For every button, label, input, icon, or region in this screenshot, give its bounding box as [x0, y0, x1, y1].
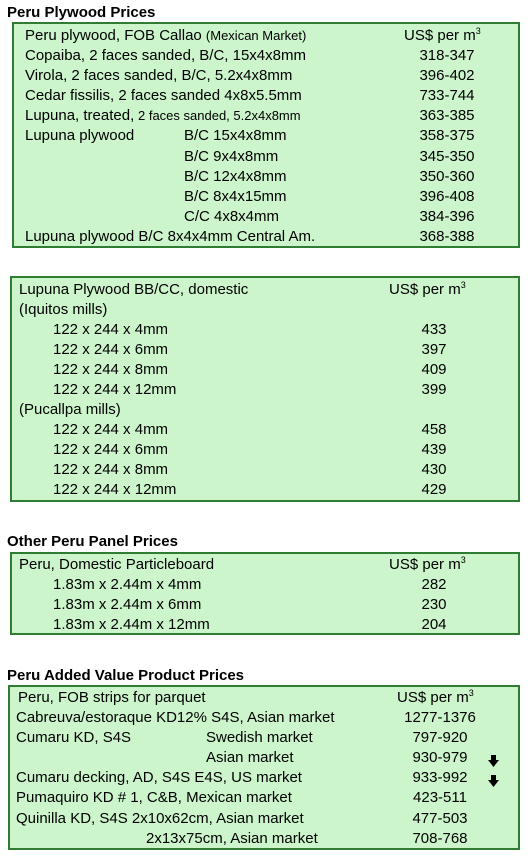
table-row — [10, 708, 518, 728]
row-price: 933-992 — [412, 769, 468, 787]
row-price: 733-744 — [419, 87, 475, 105]
row-price: 930-979 — [412, 749, 468, 767]
table-row — [14, 86, 518, 106]
row-label: Lupuna plywood — [25, 127, 135, 145]
table-header — [12, 555, 518, 575]
table-row — [12, 340, 518, 360]
table-row — [12, 460, 518, 480]
row-price: 797-920 — [412, 729, 468, 747]
row-price: 477-503 — [412, 809, 468, 827]
row-label: Cedar fissilis, 2 faces sanded 4x8x5.5mm — [25, 87, 302, 105]
header-label: Peru, FOB strips for parquet — [18, 689, 206, 706]
row-label: Cumaru decking, AD, S4S E4S, US market — [16, 769, 302, 787]
table-row — [12, 440, 518, 460]
row-price: 399 — [421, 381, 447, 398]
section-heading-added-value: Peru Added Value Product Prices — [7, 667, 245, 684]
row-market: 2x13x75cm, Asian market — [146, 829, 318, 847]
row-spec: B/C 9x4x8mm — [184, 147, 279, 165]
row-price: 458 — [421, 421, 447, 438]
table-row — [10, 829, 518, 849]
section-heading-plywood: Peru Plywood Prices — [7, 4, 156, 21]
row-market: Swedish market — [206, 729, 313, 747]
header-label: Peru plywood, FOB Callao — [25, 27, 202, 44]
row-price: 439 — [421, 441, 447, 458]
row-price: 358-375 — [419, 127, 475, 145]
table-row — [12, 380, 518, 400]
row-label: 1.83m x 2.44m x 6mm — [53, 596, 202, 613]
lupuna-domestic-table — [10, 276, 520, 502]
row-price: 1277-1376 — [404, 709, 476, 726]
row-price: 204 — [421, 616, 447, 633]
particleboard-table — [10, 552, 520, 635]
row-price: 433 — [421, 321, 447, 338]
table-row — [12, 480, 518, 500]
row-label: Lupuna plywood B/C 8x4x4mm Central Am. — [25, 227, 316, 245]
table-row — [14, 66, 518, 86]
group-label-iquitos: (Iquitos mills) — [19, 301, 108, 318]
table-row — [12, 320, 518, 340]
table-row — [12, 360, 518, 380]
row-price: 363-385 — [419, 107, 475, 125]
row-label: 122 x 244 x 6mm — [53, 341, 169, 358]
unit-header: US$ per $m^3$ — [389, 555, 466, 573]
row-price: 282 — [421, 576, 447, 593]
row-price: 318-347 — [419, 47, 475, 64]
row-price: 409 — [421, 361, 447, 378]
row-price: 230 — [421, 596, 447, 613]
row-spec: B/C 15x4x8mm — [184, 127, 287, 145]
row-price: 708-768 — [412, 829, 468, 847]
table-row — [10, 768, 518, 788]
row-price: 396-408 — [419, 187, 475, 205]
table-row — [14, 227, 518, 247]
row-label: 122 x 244 x 8mm — [53, 461, 169, 478]
table-row — [14, 187, 518, 207]
row-spec: B/C 8x4x15mm — [184, 187, 287, 205]
table-row — [14, 167, 518, 187]
row-label: 1.83m x 2.44m x 4mm — [53, 576, 202, 593]
row-label: Pumaquiro KD # 1, C&B, Mexican market — [16, 789, 292, 807]
table-row — [14, 106, 518, 126]
table-row — [10, 788, 518, 808]
row-price: 423-511 — [413, 789, 467, 807]
table-row — [14, 126, 518, 146]
row-label: 122 x 244 x 6mm — [53, 441, 169, 458]
unit-header: US$ per $m^3$ — [389, 280, 466, 298]
row-label: Quinilla KD, S4S 2x10x62cm, Asian market — [16, 809, 304, 827]
row-price: 345-350 — [419, 147, 475, 165]
unit-header: US$ per $m^3$ — [404, 26, 481, 44]
table-row — [12, 595, 518, 615]
row-label-detail: 2 faces sanded, 5.2x4x8mm — [138, 108, 301, 124]
table-row — [14, 207, 518, 227]
row-label: 122 x 244 x 4mm — [53, 321, 169, 338]
row-market: Asian market — [206, 749, 294, 767]
header-note: (Mexican Market) — [205, 28, 307, 43]
row-spec: C/C 4x8x4mm — [184, 207, 280, 225]
table-row — [12, 575, 518, 595]
row-price: 368-388 — [419, 227, 475, 245]
table-row — [10, 809, 518, 829]
row-price: 397 — [421, 341, 447, 358]
added-value-table — [8, 685, 520, 850]
section-heading-other-panels: Other Peru Panel Prices — [7, 533, 178, 550]
row-label: 1.83m x 2.44m x 12mm — [53, 616, 210, 633]
plywood-prices-table — [12, 22, 520, 248]
row-label: 122 x 244 x 12mm — [53, 481, 177, 498]
row-label: Cabreuva/estoraque KD12% S4S, Asian market — [16, 709, 335, 726]
table-row — [14, 46, 518, 66]
row-spec: B/C 12x4x8mm — [184, 167, 287, 185]
table-row — [10, 728, 518, 748]
row-label: Virola, 2 faces sanded, B/C, 5.2x4x8mm — [25, 67, 293, 85]
row-label: Copaiba, 2 faces sanded, B/C, 15x4x8mm — [25, 47, 306, 64]
table-row — [10, 748, 518, 768]
row-label: Cumaru KD, S4S — [16, 729, 132, 747]
row-price: 430 — [421, 461, 447, 478]
row-price: 350-360 — [419, 167, 475, 185]
row-label: 122 x 244 x 8mm — [53, 361, 169, 378]
unit-header: US$ per $m^3$ — [397, 688, 474, 706]
row-price: 429 — [421, 481, 447, 498]
table-row — [12, 420, 518, 440]
row-price: 384-396 — [419, 207, 475, 225]
table-header — [12, 280, 518, 300]
group-label-pucallpa: (Pucallpa mills) — [19, 401, 121, 418]
header-label: Peru, Domestic Particleboard — [19, 556, 215, 573]
row-label: 122 x 244 x 4mm — [53, 421, 169, 438]
table-header — [10, 688, 518, 708]
row-price: 396-402 — [419, 67, 475, 85]
table-header — [14, 26, 518, 46]
header-label: Lupuna Plywood BB/CC, domestic — [19, 281, 249, 298]
row-label: 122 x 244 x 12mm — [53, 381, 177, 398]
row-label: Lupuna, treated, — [25, 107, 135, 125]
table-row — [12, 615, 518, 635]
table-row — [14, 147, 518, 167]
